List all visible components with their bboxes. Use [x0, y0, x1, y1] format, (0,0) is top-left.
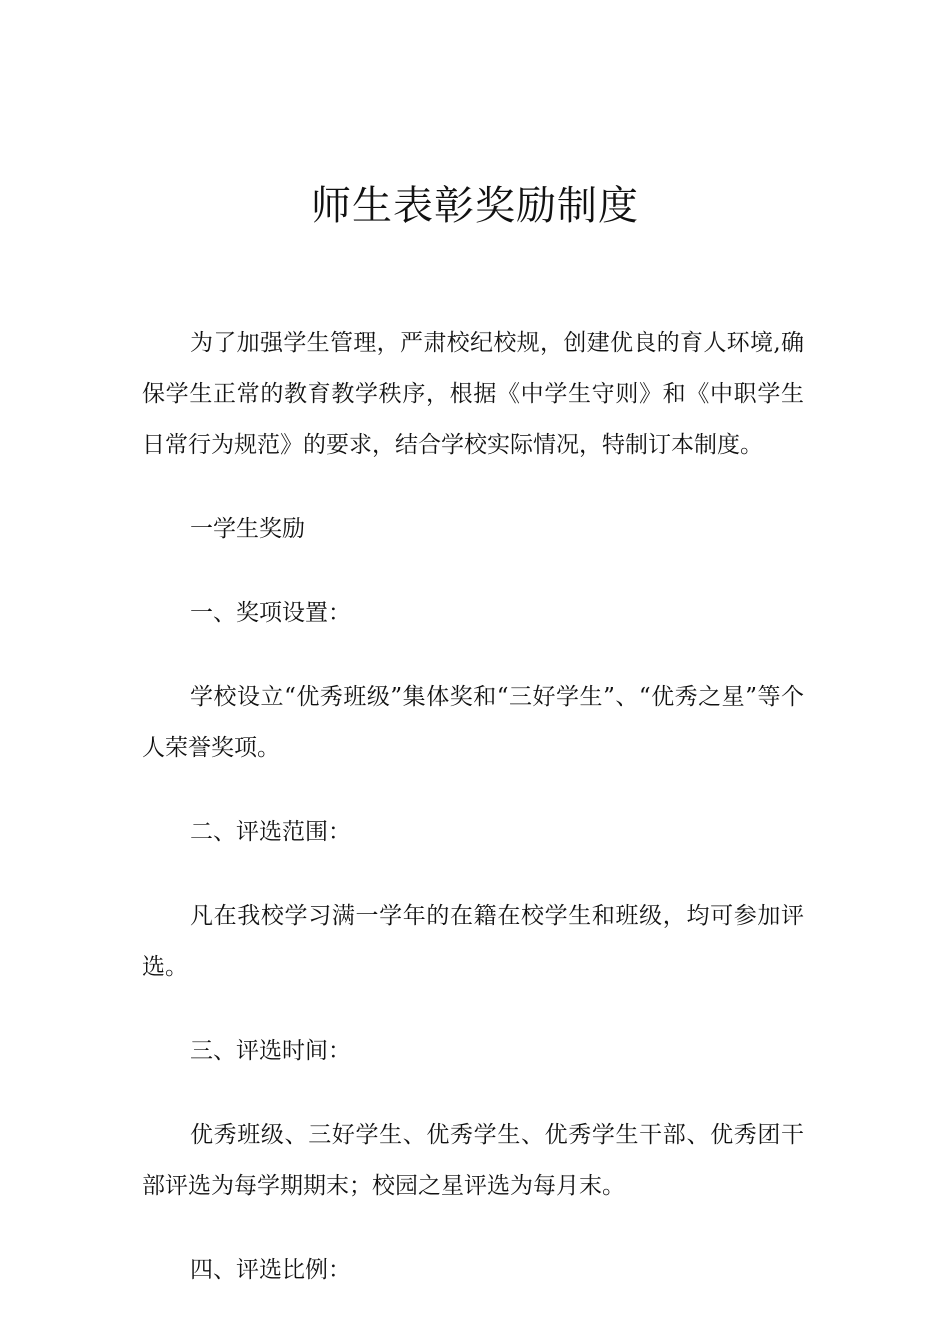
- section-heading-selection-time: 三、评选时间：: [190, 1038, 351, 1064]
- section-heading-student-awards: 一学生奖励: [190, 516, 305, 542]
- intro-paragraph: 为了加强学生管理，严肃校纪校规，创建优良的育人环境,确保学生正常的教育教学秩序，根据《中学生守则》和《中职学生日常行为规范》的要求，结合学校实际情况，特制订本制度。: [142, 330, 804, 458]
- award-settings-paragraph: 学校设立“优秀班级”集体奖和“三好学生”、“优秀之星”等个人荣誉奖项。: [142, 684, 804, 761]
- document-title: 师生表彰奖励制度: [311, 183, 639, 229]
- selection-scope-paragraph: 凡在我校学习满一学年的在籍在校学生和班级，均可参加评选。: [142, 903, 804, 980]
- section-heading-award-settings: 一、奖项设置：: [190, 600, 351, 626]
- section-heading-selection-scope: 二、评选范围：: [190, 819, 351, 845]
- selection-time-paragraph: 优秀班级、三好学生、优秀学生、优秀学生干部、优秀团干部评选为每学期期末；校园之星评选为每月末。: [142, 1122, 804, 1199]
- document-body: [142, 318, 804, 1329]
- section-heading-selection-ratio: 四、评选比例：: [190, 1257, 351, 1283]
